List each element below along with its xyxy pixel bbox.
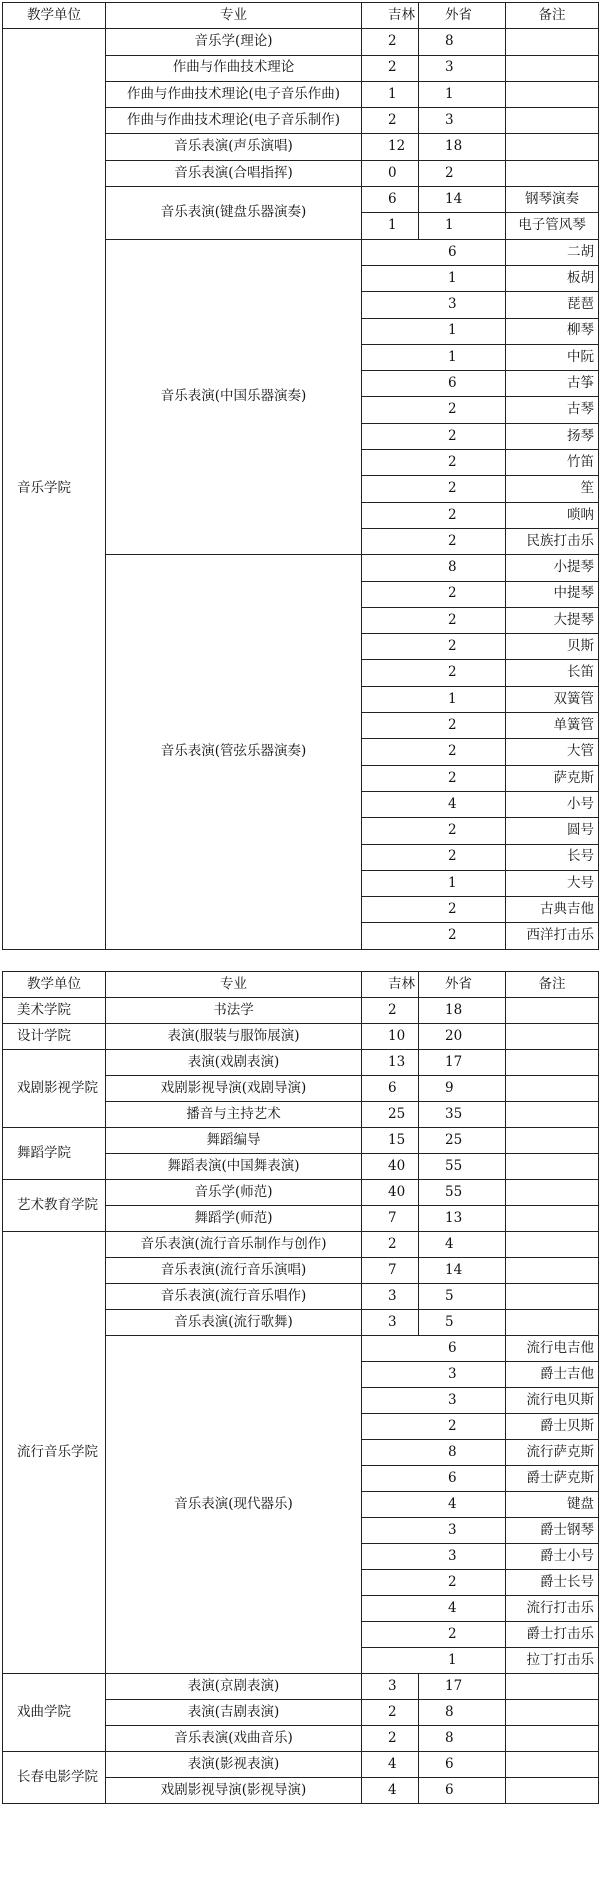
note-cell bbox=[506, 1024, 599, 1050]
instrument-cell: 琵琶 bbox=[506, 292, 599, 318]
admissions-table-2 bbox=[2, 971, 599, 1804]
note-cell bbox=[506, 1076, 599, 1102]
major-cell: 舞蹈学(师范) bbox=[106, 1206, 362, 1232]
note-cell bbox=[506, 1180, 599, 1206]
header-row bbox=[3, 972, 599, 998]
note-cell bbox=[506, 1674, 599, 1700]
waisheng-cell: 14 bbox=[419, 1258, 506, 1284]
instrument-cell: 笙 bbox=[506, 476, 599, 502]
waisheng-cell: 17 bbox=[419, 1674, 506, 1700]
note-cell bbox=[506, 1258, 599, 1284]
quota-cell: 2 bbox=[362, 450, 506, 476]
quota-cell: 1 bbox=[362, 1648, 506, 1674]
waisheng-cell: 35 bbox=[419, 1102, 506, 1128]
major-cell: 音乐表演(声乐演唱) bbox=[106, 134, 362, 160]
instrument-cell: 竹笛 bbox=[506, 450, 599, 476]
table-row bbox=[3, 1024, 599, 1050]
jilin-cell: 4 bbox=[362, 1752, 419, 1778]
quota-cell: 1 bbox=[362, 870, 506, 896]
major-cell: 音乐表演(流行音乐制作与创作) bbox=[106, 1232, 362, 1258]
quota-cell: 2 bbox=[362, 660, 506, 686]
major-cell: 音乐表演(管弦乐器演奏) bbox=[106, 555, 362, 949]
instrument-cell: 小号 bbox=[506, 791, 599, 817]
instrument-cell: 古典吉他 bbox=[506, 897, 599, 923]
waisheng-cell: 55 bbox=[419, 1180, 506, 1206]
instrument-cell: 民族打击乐 bbox=[506, 528, 599, 554]
note-cell bbox=[506, 1778, 599, 1804]
note-cell bbox=[506, 160, 599, 186]
waisheng-cell: 14 bbox=[419, 187, 506, 213]
quota-cell: 2 bbox=[362, 713, 506, 739]
jilin-cell: 15 bbox=[362, 1128, 419, 1154]
header-major: 专业 bbox=[106, 3, 362, 29]
jilin-cell: 13 bbox=[362, 1050, 419, 1076]
jilin-cell: 10 bbox=[362, 1024, 419, 1050]
note-cell bbox=[506, 1284, 599, 1310]
quota-cell: 2 bbox=[362, 844, 506, 870]
quota-cell: 2 bbox=[362, 739, 506, 765]
instrument-cell: 流行电贝斯 bbox=[506, 1388, 599, 1414]
unit-cell: 戏剧影视学院 bbox=[3, 1050, 106, 1128]
quota-cell: 4 bbox=[362, 1492, 506, 1518]
major-cell: 播音与主持艺术 bbox=[106, 1102, 362, 1128]
jilin-cell: 12 bbox=[362, 134, 419, 160]
note-cell: 钢琴演奏 bbox=[506, 187, 599, 213]
waisheng-cell: 55 bbox=[419, 1154, 506, 1180]
header-waisheng: 外省 bbox=[419, 972, 506, 998]
major-cell: 音乐表演(流行歌舞) bbox=[106, 1310, 362, 1336]
jilin-cell: 1 bbox=[362, 213, 419, 239]
instrument-cell: 爵士钢琴 bbox=[506, 1518, 599, 1544]
quota-cell: 2 bbox=[362, 476, 506, 502]
instrument-cell: 扬琴 bbox=[506, 423, 599, 449]
jilin-cell: 2 bbox=[362, 108, 419, 134]
note-cell bbox=[506, 1206, 599, 1232]
waisheng-cell: 3 bbox=[419, 108, 506, 134]
header-major: 专业 bbox=[106, 972, 362, 998]
jilin-cell: 25 bbox=[362, 1102, 419, 1128]
waisheng-cell: 4 bbox=[419, 1232, 506, 1258]
quota-cell: 8 bbox=[362, 1440, 506, 1466]
note-cell bbox=[506, 1050, 599, 1076]
instrument-cell: 流行萨克斯 bbox=[506, 1440, 599, 1466]
major-cell: 书法学 bbox=[106, 998, 362, 1024]
instrument-cell: 柳琴 bbox=[506, 318, 599, 344]
waisheng-cell: 25 bbox=[419, 1128, 506, 1154]
quota-cell: 8 bbox=[362, 555, 506, 581]
instrument-cell: 单簧管 bbox=[506, 713, 599, 739]
jilin-cell: 7 bbox=[362, 1206, 419, 1232]
unit-cell: 艺术教育学院 bbox=[3, 1180, 106, 1232]
major-cell: 舞蹈编导 bbox=[106, 1128, 362, 1154]
instrument-cell: 爵士打击乐 bbox=[506, 1622, 599, 1648]
quota-cell: 2 bbox=[362, 607, 506, 633]
jilin-cell: 2 bbox=[362, 1726, 419, 1752]
quota-cell: 2 bbox=[362, 818, 506, 844]
instrument-cell: 双簧管 bbox=[506, 686, 599, 712]
unit-cell: 长春电影学院 bbox=[3, 1752, 106, 1804]
header-unit: 教学单位 bbox=[3, 972, 106, 998]
instrument-cell: 大号 bbox=[506, 870, 599, 896]
instrument-cell: 长号 bbox=[506, 844, 599, 870]
major-cell: 舞蹈表演(中国舞表演) bbox=[106, 1154, 362, 1180]
jilin-cell: 6 bbox=[362, 187, 419, 213]
instrument-cell: 爵士吉他 bbox=[506, 1362, 599, 1388]
jilin-cell: 2 bbox=[362, 55, 419, 81]
waisheng-cell: 6 bbox=[419, 1752, 506, 1778]
quota-cell: 2 bbox=[362, 634, 506, 660]
waisheng-cell: 3 bbox=[419, 55, 506, 81]
instrument-cell: 中提琴 bbox=[506, 581, 599, 607]
major-cell: 音乐表演(戏曲音乐) bbox=[106, 1726, 362, 1752]
instrument-cell: 唢呐 bbox=[506, 502, 599, 528]
jilin-cell: 3 bbox=[362, 1284, 419, 1310]
major-cell: 音乐表演(流行音乐唱作) bbox=[106, 1284, 362, 1310]
unit-cell: 戏曲学院 bbox=[3, 1674, 106, 1752]
table-row bbox=[3, 1180, 599, 1206]
instrument-cell: 爵士长号 bbox=[506, 1570, 599, 1596]
table-row bbox=[3, 1752, 599, 1778]
instrument-cell: 拉丁打击乐 bbox=[506, 1648, 599, 1674]
table-row bbox=[3, 998, 599, 1024]
instrument-cell: 大管 bbox=[506, 739, 599, 765]
quota-cell: 2 bbox=[362, 581, 506, 607]
instrument-cell: 流行打击乐 bbox=[506, 1596, 599, 1622]
instrument-cell: 爵士贝斯 bbox=[506, 1414, 599, 1440]
waisheng-cell: 18 bbox=[419, 998, 506, 1024]
instrument-cell: 贝斯 bbox=[506, 634, 599, 660]
note-cell bbox=[506, 134, 599, 160]
instrument-cell: 小提琴 bbox=[506, 555, 599, 581]
quota-cell: 2 bbox=[362, 1570, 506, 1596]
instrument-cell: 圆号 bbox=[506, 818, 599, 844]
waisheng-cell: 8 bbox=[419, 1700, 506, 1726]
quota-cell: 1 bbox=[362, 344, 506, 370]
major-cell: 表演(京剧表演) bbox=[106, 1674, 362, 1700]
quota-cell: 6 bbox=[362, 371, 506, 397]
major-cell: 表演(吉剧表演) bbox=[106, 1700, 362, 1726]
jilin-cell: 3 bbox=[362, 1674, 419, 1700]
major-cell: 戏剧影视导演(戏剧导演) bbox=[106, 1076, 362, 1102]
quota-cell: 2 bbox=[362, 423, 506, 449]
quota-cell: 2 bbox=[362, 1622, 506, 1648]
header-row bbox=[3, 3, 599, 29]
jilin-cell: 2 bbox=[362, 1700, 419, 1726]
note-cell bbox=[506, 29, 599, 55]
admissions-table-1 bbox=[2, 2, 599, 950]
quota-cell: 6 bbox=[362, 1336, 506, 1362]
instrument-cell: 大提琴 bbox=[506, 607, 599, 633]
quota-cell: 3 bbox=[362, 1362, 506, 1388]
note-cell bbox=[506, 55, 599, 81]
unit-cell: 美术学院 bbox=[3, 998, 106, 1024]
quota-cell: 2 bbox=[362, 528, 506, 554]
major-cell: 音乐表演(流行音乐演唱) bbox=[106, 1258, 362, 1284]
table-row bbox=[3, 1674, 599, 1700]
instrument-cell: 爵士小号 bbox=[506, 1544, 599, 1570]
quota-cell: 2 bbox=[362, 1414, 506, 1440]
major-cell: 表演(影视表演) bbox=[106, 1752, 362, 1778]
quota-cell: 2 bbox=[362, 765, 506, 791]
unit-cell: 舞蹈学院 bbox=[3, 1128, 106, 1180]
jilin-cell: 4 bbox=[362, 1778, 419, 1804]
unit-cell: 音乐学院 bbox=[3, 29, 106, 949]
jilin-cell: 0 bbox=[362, 160, 419, 186]
jilin-cell: 40 bbox=[362, 1154, 419, 1180]
major-cell: 音乐表演(键盘乐器演奏) bbox=[106, 187, 362, 240]
quota-cell: 6 bbox=[362, 1466, 506, 1492]
jilin-cell: 40 bbox=[362, 1180, 419, 1206]
jilin-cell: 2 bbox=[362, 1232, 419, 1258]
quota-cell: 1 bbox=[362, 265, 506, 291]
quota-cell: 1 bbox=[362, 318, 506, 344]
major-cell: 音乐表演(合唱指挥) bbox=[106, 160, 362, 186]
jilin-cell: 2 bbox=[362, 998, 419, 1024]
note-cell bbox=[506, 1700, 599, 1726]
quota-cell: 4 bbox=[362, 791, 506, 817]
table-row bbox=[3, 29, 599, 55]
waisheng-cell: 8 bbox=[419, 29, 506, 55]
waisheng-cell: 13 bbox=[419, 1206, 506, 1232]
waisheng-cell: 6 bbox=[419, 1778, 506, 1804]
instrument-cell: 萨克斯 bbox=[506, 765, 599, 791]
quota-cell: 4 bbox=[362, 1596, 506, 1622]
note-cell bbox=[506, 998, 599, 1024]
jilin-cell: 7 bbox=[362, 1258, 419, 1284]
note-cell bbox=[506, 108, 599, 134]
major-cell: 作曲与作曲技术理论(电子音乐作曲) bbox=[106, 81, 362, 107]
quota-cell: 3 bbox=[362, 1518, 506, 1544]
waisheng-cell: 20 bbox=[419, 1024, 506, 1050]
quota-cell: 2 bbox=[362, 897, 506, 923]
header-waisheng: 外省 bbox=[419, 3, 506, 29]
quota-cell: 6 bbox=[362, 239, 506, 265]
waisheng-cell: 17 bbox=[419, 1050, 506, 1076]
waisheng-cell: 8 bbox=[419, 1726, 506, 1752]
major-cell: 音乐学(理论) bbox=[106, 29, 362, 55]
waisheng-cell: 1 bbox=[419, 213, 506, 239]
waisheng-cell: 18 bbox=[419, 134, 506, 160]
major-cell: 音乐表演(现代器乐) bbox=[106, 1336, 362, 1674]
note-cell bbox=[506, 1232, 599, 1258]
instrument-cell: 板胡 bbox=[506, 265, 599, 291]
note-cell bbox=[506, 1310, 599, 1336]
instrument-cell: 古筝 bbox=[506, 371, 599, 397]
instrument-cell: 流行电吉他 bbox=[506, 1336, 599, 1362]
instrument-cell: 西洋打击乐 bbox=[506, 923, 599, 949]
header-jilin: 吉林 bbox=[362, 3, 419, 29]
instrument-cell: 二胡 bbox=[506, 239, 599, 265]
major-cell: 作曲与作曲技术理论 bbox=[106, 55, 362, 81]
quota-cell: 3 bbox=[362, 1388, 506, 1414]
table-row bbox=[3, 1050, 599, 1076]
instrument-cell: 古琴 bbox=[506, 397, 599, 423]
note-cell bbox=[506, 1128, 599, 1154]
quota-cell: 3 bbox=[362, 1544, 506, 1570]
note-cell bbox=[506, 1154, 599, 1180]
major-cell: 作曲与作曲技术理论(电子音乐制作) bbox=[106, 108, 362, 134]
instrument-cell: 长笛 bbox=[506, 660, 599, 686]
table-row bbox=[3, 1128, 599, 1154]
table-row bbox=[3, 1232, 599, 1258]
unit-cell: 流行音乐学院 bbox=[3, 1232, 106, 1674]
quota-cell: 1 bbox=[362, 686, 506, 712]
quota-cell: 3 bbox=[362, 292, 506, 318]
major-cell: 音乐学(师范) bbox=[106, 1180, 362, 1206]
jilin-cell: 3 bbox=[362, 1310, 419, 1336]
jilin-cell: 6 bbox=[362, 1076, 419, 1102]
note-cell bbox=[506, 1102, 599, 1128]
instrument-cell: 中阮 bbox=[506, 344, 599, 370]
note-cell bbox=[506, 1752, 599, 1778]
note-cell bbox=[506, 81, 599, 107]
waisheng-cell: 2 bbox=[419, 160, 506, 186]
note-cell: 电子管风琴 bbox=[506, 213, 599, 239]
waisheng-cell: 5 bbox=[419, 1310, 506, 1336]
instrument-cell: 爵士萨克斯 bbox=[506, 1466, 599, 1492]
jilin-cell: 1 bbox=[362, 81, 419, 107]
header-note: 备注 bbox=[506, 972, 599, 998]
header-unit: 教学单位 bbox=[3, 3, 106, 29]
quota-cell: 2 bbox=[362, 397, 506, 423]
major-cell: 表演(服装与服饰展演) bbox=[106, 1024, 362, 1050]
waisheng-cell: 1 bbox=[419, 81, 506, 107]
unit-cell: 设计学院 bbox=[3, 1024, 106, 1050]
waisheng-cell: 5 bbox=[419, 1284, 506, 1310]
header-note: 备注 bbox=[506, 3, 599, 29]
instrument-cell: 键盘 bbox=[506, 1492, 599, 1518]
header-jilin: 吉林 bbox=[362, 972, 419, 998]
waisheng-cell: 9 bbox=[419, 1076, 506, 1102]
jilin-cell: 2 bbox=[362, 29, 419, 55]
note-cell bbox=[506, 1726, 599, 1752]
quota-cell: 2 bbox=[362, 923, 506, 949]
quota-cell: 2 bbox=[362, 502, 506, 528]
major-cell: 表演(戏剧表演) bbox=[106, 1050, 362, 1076]
major-cell: 音乐表演(中国乐器演奏) bbox=[106, 239, 362, 555]
major-cell: 戏剧影视导演(影视导演) bbox=[106, 1778, 362, 1804]
